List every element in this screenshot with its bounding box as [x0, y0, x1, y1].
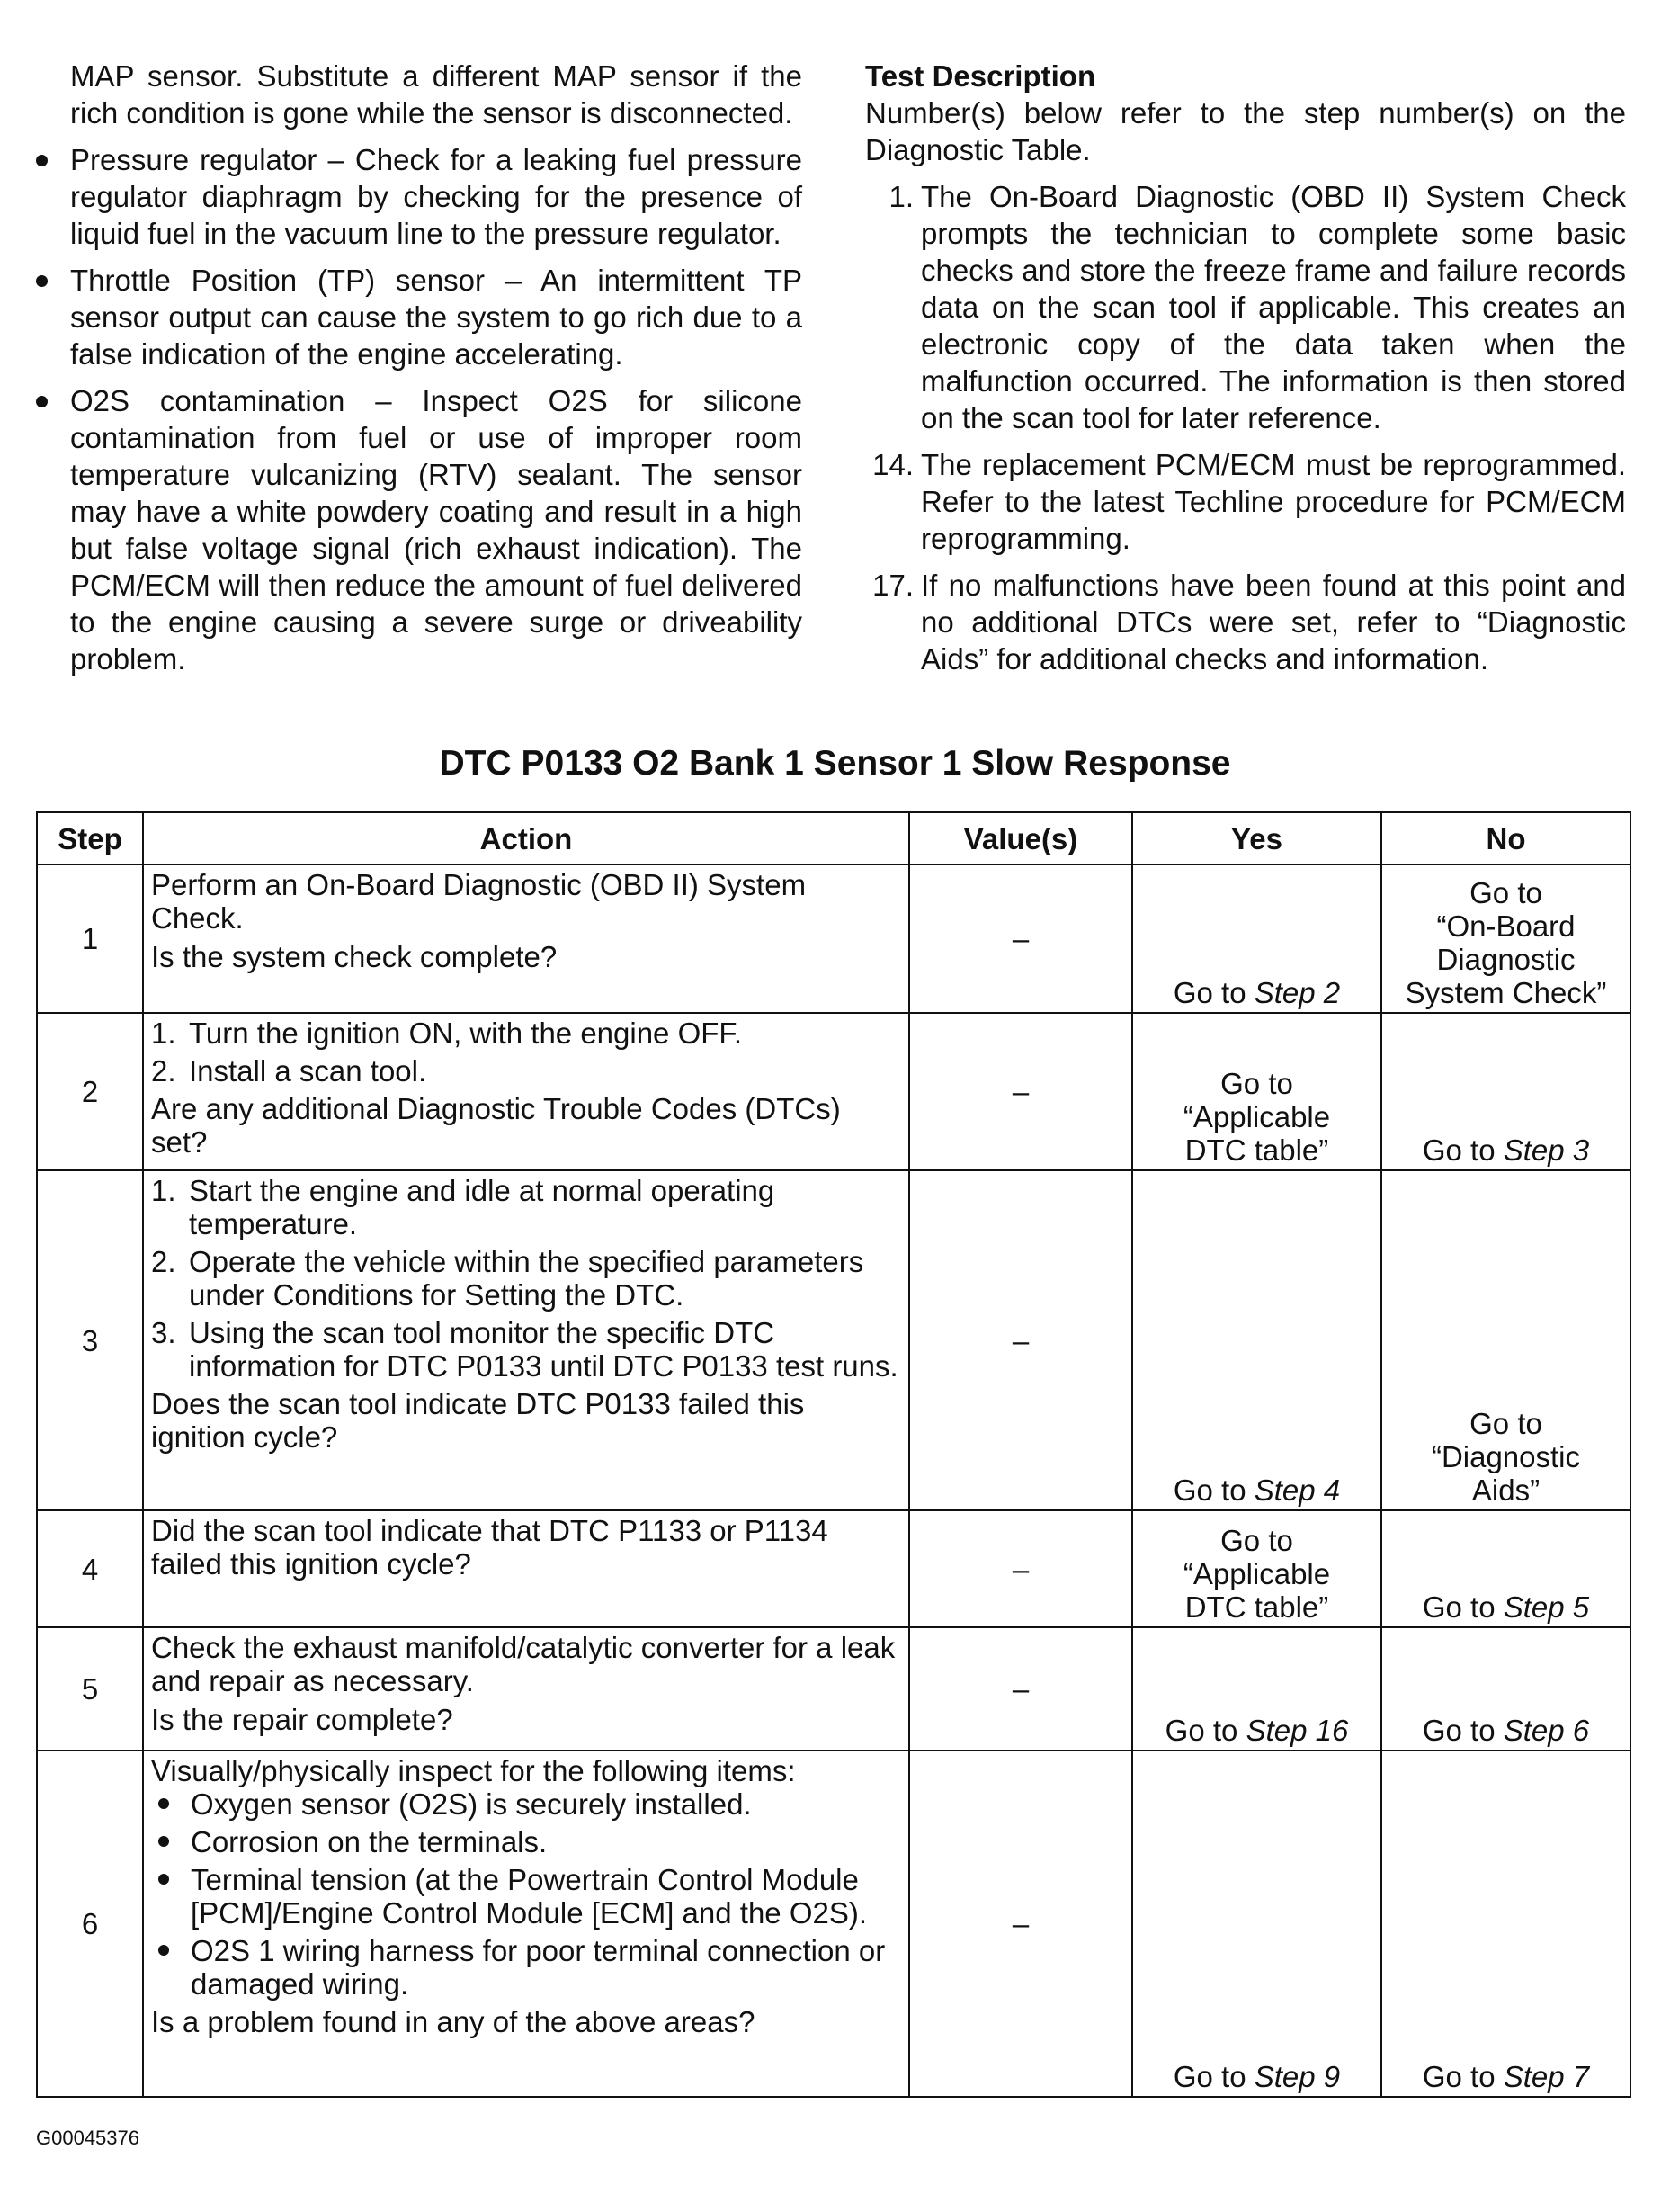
bullet-icon: [158, 1945, 169, 1956]
figure-id: G00045376: [36, 2127, 139, 2149]
action-cell: [143, 1510, 909, 1627]
list-item: Corrosion on the terminals.: [151, 1825, 901, 1858]
yes-cell: Go to “Applicable DTC table”: [1132, 1013, 1381, 1170]
step-link: Step 6: [1503, 1714, 1590, 1747]
test-description-heading: Test Description: [865, 59, 1096, 93]
bullet-icon: [36, 275, 48, 287]
bullet-icon: [158, 1798, 169, 1809]
action-question: Are any additional Diagnostic Trouble Codes (DTCs) set?: [151, 1092, 841, 1159]
test-description-intro: Number(s) below refer to the step number(s) on the Diagnostic Table.: [865, 96, 1626, 166]
yes-cell: Go to Step 9: [1132, 1751, 1381, 2097]
no-cell: Go to “Diagnostic Aids”: [1381, 1170, 1630, 1510]
table-row: [37, 1627, 1630, 1751]
table-header-row: [37, 812, 1630, 864]
header-values: Value(s): [909, 812, 1132, 864]
yes-cell: Go to Step 2: [1132, 864, 1381, 1013]
no-cell: Go to Step 7: [1381, 1751, 1630, 2097]
action-question: Is the system check complete?: [151, 940, 558, 973]
yes-cell: Go to Step 4: [1132, 1170, 1381, 1510]
list-item: Oxygen sensor (O2S) is securely installed.: [151, 1787, 901, 1821]
list-item: 2. Install a scan tool.: [151, 1054, 427, 1088]
step-link: Step 9: [1254, 2060, 1341, 2093]
value-cell: –: [909, 864, 1132, 1013]
list-item: 14. The replacement PCM/ECM must be reprogrammed. Refer to the latest Techline procedure for PCM/ECM reprogramming.: [872, 448, 1626, 555]
action-question: Did the scan tool indicate that DTC P1133 or P1134 failed this ignition cycle?: [151, 1514, 828, 1581]
test-description-list: [865, 178, 1626, 677]
action-cell: [143, 1170, 909, 1510]
step-number: 3: [37, 1170, 143, 1510]
bullet-item: Pressure regulator – Check for a leaking fuel pressure regulator diaphragm by checking for the presence of liquid fuel in the vacuum line to the pressure regulator.: [36, 141, 802, 252]
bullet-icon: [158, 1836, 169, 1847]
left-column: [36, 58, 802, 687]
value-cell: –: [909, 1751, 1132, 2097]
diagnostic-bullet-list: [36, 141, 802, 677]
step-link: Step 5: [1503, 1590, 1590, 1624]
yes-cell: Go to Step 16: [1132, 1627, 1381, 1751]
action-cell: [143, 864, 909, 1013]
intro-paragraph: MAP sensor. Substitute a different MAP sensor if the rich condition is gone while the sensor is disconnected.: [70, 59, 802, 130]
step-number: 6: [37, 1751, 143, 2097]
bullet-item: Throttle Position (TP) sensor – An intermittent TP sensor output can cause the system to go rich due to a false indication of the engine accelerating.: [36, 262, 802, 372]
step-number: 5: [37, 1627, 143, 1751]
table-row: [37, 1170, 1630, 1510]
bullet-icon: [36, 155, 48, 166]
no-cell: Go to “On-Board Diagnostic System Check”: [1381, 864, 1630, 1013]
step-number: 4: [37, 1510, 143, 1627]
value-cell: –: [909, 1013, 1132, 1170]
action-text: Visually/physically inspect for the following items:: [151, 1754, 796, 1787]
list-item: 2. Operate the vehicle within the specified parameters under Conditions for Setting the DTC.: [151, 1245, 864, 1312]
test-description-column: [865, 58, 1626, 687]
list-item: 1. Turn the ignition ON, with the engine OFF.: [151, 1016, 743, 1050]
action-question: Is the repair complete?: [151, 1703, 453, 1736]
value-cell: –: [909, 1170, 1132, 1510]
diagnostic-table: [36, 811, 1631, 2098]
action-question: Is a problem found in any of the above areas?: [151, 2005, 755, 2038]
value-cell: –: [909, 1627, 1132, 1751]
bullet-icon: [36, 396, 48, 407]
header-no: No: [1381, 812, 1630, 864]
header-action: Action: [143, 812, 909, 864]
table-row: [37, 864, 1630, 1013]
action-cell: [143, 1013, 909, 1170]
no-cell: Go to Step 3: [1381, 1013, 1630, 1170]
header-step: Step: [37, 812, 143, 864]
action-question: Does the scan tool indicate DTC P0133 failed this ignition cycle?: [151, 1387, 805, 1454]
table-title: DTC P0133 O2 Bank 1 Sensor 1 Slow Response: [439, 744, 1231, 783]
bullet-item: O2S contamination – Inspect O2S for silicone contamination from fuel or use of improper room temperature vulcanizing (RTV) sealant. The sensor may have a white powdery coating and result in a high but false voltage signal (rich exhaust indication). The PCM/ECM will then reduce the amount of fuel delivered to the engine causing a severe surge or driveability problem.: [36, 382, 802, 677]
table-row: [37, 1510, 1630, 1627]
step-link: Step 2: [1254, 976, 1341, 1009]
step-number: 1: [37, 864, 143, 1013]
table-row: [37, 1751, 1630, 2097]
list-item: Terminal tension (at the Powertrain Control Module [PCM]/Engine Control Module [ECM] and the O2S).: [151, 1863, 901, 1930]
step-link: Step 16: [1246, 1714, 1349, 1747]
list-item: O2S 1 wiring harness for poor terminal connection or damaged wiring.: [151, 1934, 901, 2001]
list-item: 17. If no malfunctions have been found at this point and no additional DTCs were set, refer to “Diagnostic Aids” for additional checks and information.: [872, 569, 1626, 676]
yes-cell: Go to “Applicable DTC table”: [1132, 1510, 1381, 1627]
list-item: 3. Using the scan tool monitor the specific DTC information for DTC P0133 until DTC P0133 test runs.: [151, 1316, 898, 1383]
action-cell: [143, 1627, 909, 1751]
step-link: Step 4: [1254, 1473, 1341, 1507]
no-cell: Go to Step 5: [1381, 1510, 1630, 1627]
value-cell: –: [909, 1510, 1132, 1627]
action-cell: [143, 1751, 909, 2097]
header-yes: Yes: [1132, 812, 1381, 864]
no-cell: Go to Step 6: [1381, 1627, 1630, 1751]
step-number: 2: [37, 1013, 143, 1170]
list-item: 1. Start the engine and idle at normal operating temperature.: [151, 1174, 775, 1240]
bullet-icon: [158, 1874, 169, 1885]
list-item: 1. The On-Board Diagnostic (OBD II) System Check prompts the technician to complete some basic checks and store the freeze frame and failure records data on the scan tool if applicable. This creates an electronic copy of the data taken when the malfunction occurred. The information is then stored on the scan tool for later reference.: [889, 180, 1626, 434]
action-text: Check the exhaust manifold/catalytic converter for a leak and repair as necessary.: [151, 1631, 896, 1697]
action-text: Perform an On-Board Diagnostic (OBD II) System Check.: [151, 868, 807, 935]
table-row: [37, 1013, 1630, 1170]
step-link: Step 7: [1503, 2060, 1590, 2093]
step-link: Step 3: [1503, 1133, 1590, 1167]
